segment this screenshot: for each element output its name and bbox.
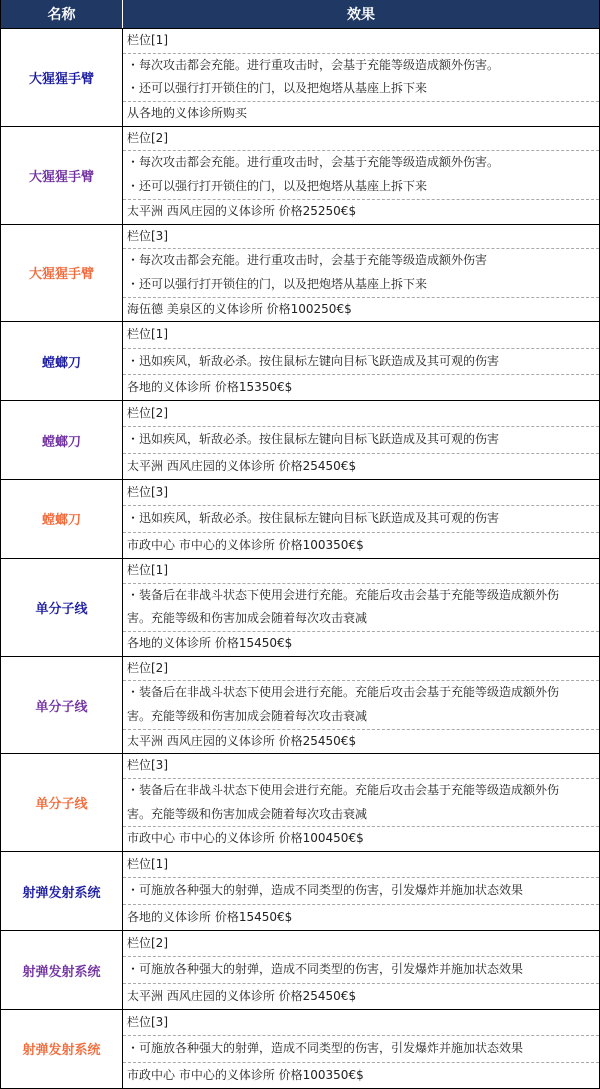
item-name: 射弹发射系统 — [1, 1010, 123, 1088]
slot-label: 栏位[2] — [127, 406, 168, 421]
item-name: 单分子线 — [1, 657, 123, 754]
table-row — [1, 1009, 599, 1088]
item-effects — [123, 29, 599, 126]
item-effects — [123, 852, 599, 930]
effect-section — [123, 426, 599, 452]
table-row — [1, 851, 599, 930]
source-section — [123, 374, 599, 400]
table-row — [1, 224, 599, 322]
effect-line: ・可施放各种强大的射弹，造成不同类型的伤害，引发爆炸并施加状态效果 — [127, 962, 524, 977]
item-name: 单分子线 — [1, 754, 123, 851]
header-effect: 效果 — [347, 7, 375, 23]
source-section — [123, 826, 599, 851]
source-text: 各地的义体诊所 价格15450€$ — [127, 635, 293, 650]
source-section — [123, 983, 599, 1009]
source-section — [123, 297, 599, 322]
item-effects — [123, 754, 599, 851]
source-text: 太平洲 西风庄园的义体诊所 价格25250€$ — [127, 203, 357, 218]
item-effects — [123, 559, 599, 656]
source-text: 太平洲 西风庄园的义体诊所 价格25450€$ — [127, 733, 357, 748]
item-effects — [123, 480, 599, 558]
item-name: 螳螂刀 — [1, 322, 123, 400]
item-name: 大猩猩手臂 — [1, 225, 123, 322]
item-effects — [123, 322, 599, 400]
source-section — [123, 199, 599, 224]
effect-line: ・可施放各种强大的射弹，造成不同类型的伤害，引发爆炸并施加状态效果 — [127, 883, 524, 898]
effect-line: ・还可以强行打开锁住的门，以及把炮塔从基座上拆下来 — [127, 81, 428, 96]
table-row — [1, 479, 599, 558]
source-text: 海伍德 美泉区的义体诊所 价格100250€$ — [127, 301, 352, 316]
effect-line: 害。充能等级和伤害加成会随着每次攻击衰减 — [127, 611, 368, 626]
slot-section — [123, 1010, 599, 1035]
effect-section — [123, 1035, 599, 1061]
slot-label: 栏位[1] — [127, 33, 168, 47]
effect-line: ・迅如疾风，斩敌必杀。按住鼠标左键向目标飞跃造成及其可观的伤害 — [127, 353, 500, 368]
slot-label: 栏位[2] — [127, 130, 168, 145]
source-section — [123, 453, 599, 479]
effect-section — [123, 505, 599, 531]
item-effects — [123, 225, 599, 322]
effect-line: 害。充能等级和伤害加成会随着每次攻击衰减 — [127, 806, 368, 821]
effect-section — [123, 53, 599, 101]
table-row — [1, 321, 599, 400]
item-effects — [123, 401, 599, 479]
source-section — [123, 904, 599, 930]
slot-label: 栏位[2] — [127, 660, 168, 675]
item-effects — [123, 931, 599, 1009]
effect-line: ・每次攻击都会充能。进行重攻击时，会基于充能等级造成额外伤害。 — [127, 155, 500, 170]
table-row — [1, 400, 599, 479]
item-name: 大猩猩手臂 — [1, 29, 123, 126]
effect-line: ・迅如疾风，斩敌必杀。按住鼠标左键向目标飞跃造成及其可观的伤害 — [127, 432, 500, 447]
slot-label: 栏位[3] — [127, 758, 168, 773]
table-row — [1, 126, 599, 224]
source-text: 从各地的义体诊所购买 — [127, 106, 248, 121]
table-row — [1, 656, 599, 754]
effect-section — [123, 680, 599, 728]
effect-line: ・还可以强行打开锁住的门，以及把炮塔从基座上拆下来 — [127, 276, 428, 291]
item-name: 射弹发射系统 — [1, 931, 123, 1009]
item-name: 大猩猩手臂 — [1, 127, 123, 224]
effect-line: ・装备后在非战斗状态下使用会进行充能。充能后攻击会基于充能等级造成额外伤 — [127, 685, 560, 700]
table-body — [1, 28, 599, 1088]
slot-section — [123, 754, 599, 778]
item-name: 螳螂刀 — [1, 480, 123, 558]
slot-section — [123, 657, 599, 681]
slot-label: 栏位[2] — [127, 936, 168, 951]
effect-line: ・每次攻击都会充能。进行重攻击时，会基于充能等级造成额外伤害 — [127, 253, 488, 268]
item-name: 射弹发射系统 — [1, 852, 123, 930]
effect-section — [123, 778, 599, 826]
effect-line: ・装备后在非战斗状态下使用会进行充能。充能后攻击会基于充能等级造成额外伤 — [127, 587, 560, 602]
source-section — [123, 729, 599, 754]
slot-section — [123, 322, 599, 347]
slot-section — [123, 401, 599, 426]
table-row — [1, 753, 599, 851]
slot-label: 栏位[1] — [127, 562, 168, 577]
source-text: 各地的义体诊所 价格15450€$ — [127, 909, 293, 924]
source-text: 市政中心 市中心的义体诊所 价格100450€$ — [127, 831, 364, 846]
table-row — [1, 28, 599, 126]
slot-label: 栏位[1] — [127, 327, 168, 342]
table-header — [1, 0, 599, 28]
slot-section — [123, 852, 599, 877]
source-text: 太平洲 西风庄园的义体诊所 价格25450€$ — [127, 458, 357, 473]
slot-section — [123, 480, 599, 505]
effect-line: 害。充能等级和伤害加成会随着每次攻击衰减 — [127, 709, 368, 724]
source-text: 市政中心 市中心的义体诊所 价格100350€$ — [127, 1067, 364, 1082]
slot-section — [123, 931, 599, 956]
effect-line: ・每次攻击都会充能。进行重攻击时，会基于充能等级造成额外伤害。 — [127, 57, 500, 72]
item-effects — [123, 657, 599, 754]
slot-section — [123, 559, 599, 583]
effect-line: ・装备后在非战斗状态下使用会进行充能。充能后攻击会基于充能等级造成额外伤 — [127, 783, 560, 798]
slot-section — [123, 29, 599, 53]
item-effects — [123, 1010, 599, 1088]
effect-section — [123, 877, 599, 903]
item-name: 单分子线 — [1, 559, 123, 656]
source-section — [123, 631, 599, 656]
slot-label: 栏位[1] — [127, 857, 168, 872]
source-section — [123, 1062, 599, 1088]
source-section — [123, 532, 599, 558]
effect-line: ・可施放各种强大的射弹，造成不同类型的伤害，引发爆炸并施加状态效果 — [127, 1041, 524, 1056]
table-row — [1, 558, 599, 656]
slot-label: 栏位[3] — [127, 228, 168, 243]
effect-section — [123, 248, 599, 296]
source-section — [123, 101, 599, 126]
slot-section — [123, 127, 599, 151]
item-effects — [123, 127, 599, 224]
effect-section — [123, 150, 599, 198]
effect-section — [123, 348, 599, 374]
effect-line: ・还可以强行打开锁住的门，以及把炮塔从基座上拆下来 — [127, 179, 428, 194]
source-text: 市政中心 市中心的义体诊所 价格100350€$ — [127, 537, 364, 552]
slot-label: 栏位[3] — [127, 485, 168, 500]
effect-section — [123, 583, 599, 631]
effect-line: ・迅如疾风，斩敌必杀。按住鼠标左键向目标飞跃造成及其可观的伤害 — [127, 511, 500, 526]
header-name: 名称 — [1, 0, 123, 28]
source-text: 各地的义体诊所 价格15350€$ — [127, 379, 293, 394]
source-text: 太平洲 西风庄园的义体诊所 价格25450€$ — [127, 988, 357, 1003]
slot-label: 栏位[3] — [127, 1014, 168, 1029]
slot-section — [123, 225, 599, 249]
table-row — [1, 930, 599, 1009]
item-name: 螳螂刀 — [1, 401, 123, 479]
effect-section — [123, 956, 599, 982]
